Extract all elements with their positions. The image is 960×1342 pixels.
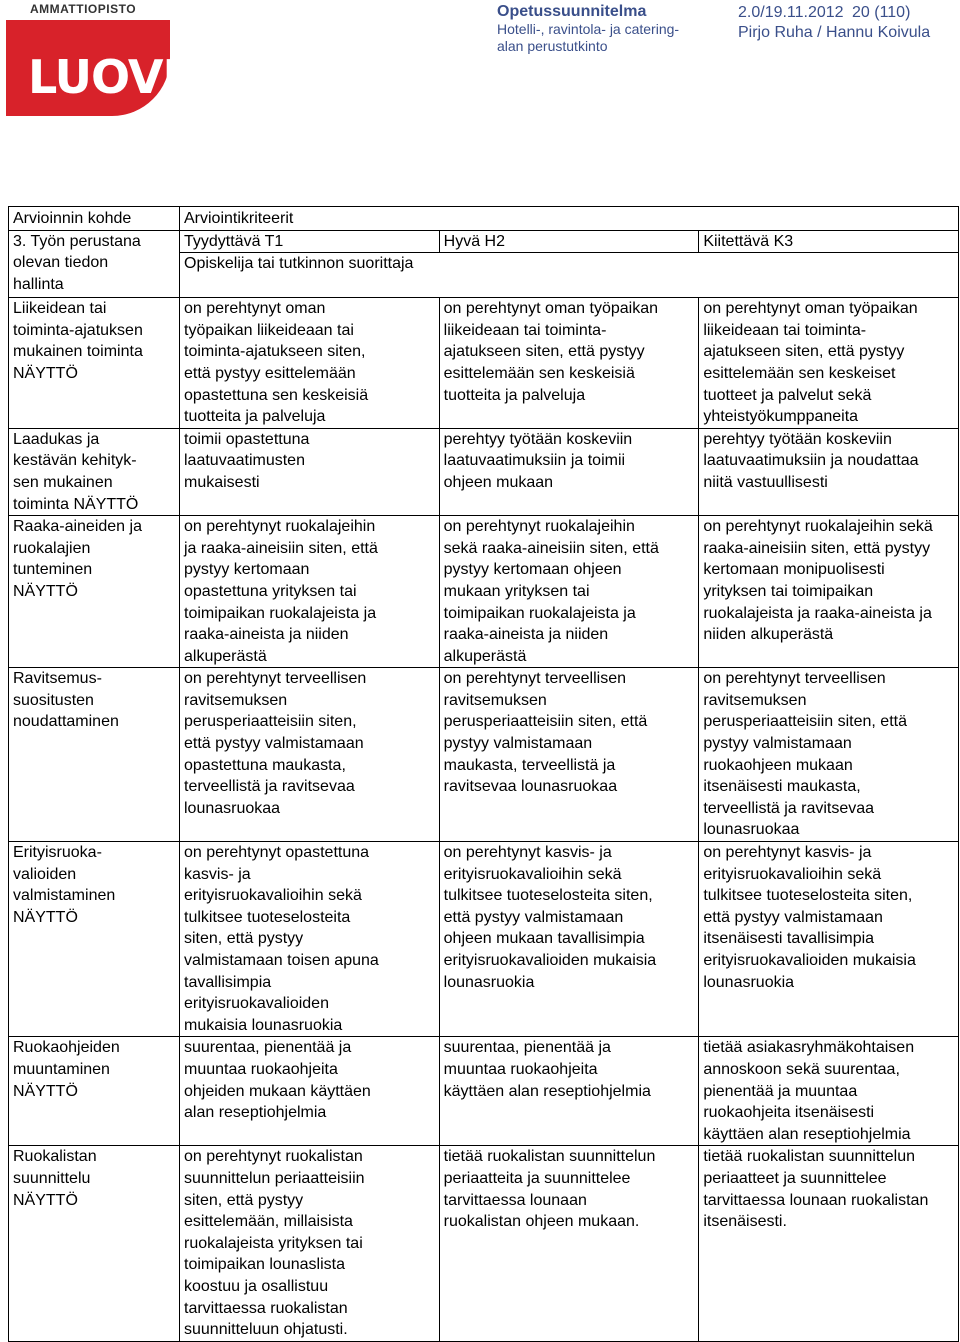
logo-red-badge bbox=[6, 20, 179, 116]
row-t1: on perehtynyt oman työpaikan liikeideaan tai toiminta-ajatukseen siten, että pystyy esittelemään opastettuna sen keskeisiä tuotteita ja palveluja bbox=[180, 298, 440, 429]
document-title: Opetussuunnitelma bbox=[497, 3, 647, 20]
col-head-criteria: Arviointikriteerit bbox=[180, 207, 959, 231]
row-h2: on perehtynyt ruokalajeihin sekä raaka-aineisiin siten, että pystyy kertomaan ohjeen mukaan yrityksen tai toimipaikan ruokalajeista ja raaka-aineista ja niiden alkuperästä bbox=[439, 516, 699, 668]
row-target: Ruokaohjeiden muuntaminen NÄYTTÖ bbox=[9, 1037, 180, 1146]
row-target: Liikeidean tai toiminta-ajatuksen mukainen toiminta NÄYTTÖ bbox=[9, 298, 180, 429]
document-subtitle: Hotelli-, ravintola- ja catering- alan perustutkinto bbox=[497, 21, 680, 54]
col-head-target: Arvioinnin kohde bbox=[9, 207, 180, 231]
row-h2: on perehtynyt terveellisen ravitsemuksen perusperiaatteisiin siten, että pystyy valmistamaan maukasta, terveellistä ja ravitsevaa lounasruokaa bbox=[439, 668, 699, 842]
logo-brand-text: LUOVI bbox=[28, 50, 179, 104]
row-h2: on perehtynyt oman työpaikan liikeideaan tai toiminta- ajatukseen siten, että pystyy esittelemään sen keskeisiä tuotteita ja palveluja bbox=[439, 298, 699, 429]
logo-org-text: AMMATTIOPISTO bbox=[30, 2, 137, 16]
row-k3: on perehtynyt kasvis- ja erityisruokavalioihin sekä tulkitsee tuoteselosteita siten, että pystyy valmistamaan itsenäisesti tavallisimpia erityisruokavalioiden mukaisia lounasruokia bbox=[699, 842, 959, 1037]
row-target: Laadukas ja kestävän kehityk- sen mukainen toiminta NÄYTTÖ bbox=[9, 428, 180, 515]
row-k3: perehtyy työtään koskeviin laatuvaatimuksiin ja noudattaa niitä vastuullisesti bbox=[699, 428, 959, 515]
row-t1: on perehtynyt opastettuna kasvis- ja erityisruokavalioihin sekä tulkitsee tuoteselosteita siten, että pystyy valmistamaan toisen apuna tavallisimpia erityisruokavalioiden mukaisia lounasruokia bbox=[180, 842, 440, 1037]
row-h2: tietää ruokalistan suunnittelun periaatteita ja suunnittelee tarvittaessa lounaan ruokalistan ohjeen mukaan. bbox=[439, 1146, 699, 1341]
document-header-right bbox=[738, 3, 958, 43]
row-k3: on perehtynyt terveellisen ravitsemuksen perusperiaatteisiin siten, että pystyy valmistamaan ruokaohjeen mukaan itsenäisesti maukasta, terveellistä ja ravitsevaa lounasruokaa bbox=[699, 668, 959, 842]
table-row bbox=[9, 842, 959, 1037]
row-k3: on perehtynyt oman työpaikan liikeideaan tai toiminta- ajatukseen siten, että pystyy esittelemään sen keskeiset tuotteet ja palvelut sekä yhteistyökumppaneita bbox=[699, 298, 959, 429]
row-target: Ravitsemus- suositusten noudattaminen bbox=[9, 668, 180, 842]
row-t1: on perehtynyt ruokalajeihin ja raaka-aineisiin siten, että pystyy kertomaan opastettuna yrityksen tai toimipaikan ruokalajeista ja raaka-aineista ja niiden alkuperästä bbox=[180, 516, 440, 668]
section-row bbox=[9, 230, 959, 253]
row-t1: suurentaa, pienentää ja muuntaa ruokaohjeita ohjeiden mukaan käyttäen alan reseptiohjelmia bbox=[180, 1037, 440, 1146]
row-target: Ruokalistan suunnittelu NÄYTTÖ bbox=[9, 1146, 180, 1341]
grade-t1: Tyydyttävä T1 bbox=[180, 230, 440, 253]
assessment-criteria-table bbox=[8, 206, 959, 1342]
page-number: 20 (110) bbox=[852, 4, 911, 21]
row-h2: suurentaa, pienentää ja muuntaa ruokaohjeita käyttäen alan reseptiohjelmia bbox=[439, 1037, 699, 1146]
row-h2: perehtyy työtään koskeviin laatuvaatimuksiin ja toimii ohjeen mukaan bbox=[439, 428, 699, 515]
row-k3: tietää ruokalistan suunnittelun periaatteet ja suunnittelee tarvittaessa lounaan ruokalistan itsenäisesti. bbox=[699, 1146, 959, 1341]
row-t1: toimii opastettuna laatuvaatimusten mukaisesti bbox=[180, 428, 440, 515]
grade-h2: Hyvä H2 bbox=[439, 230, 699, 253]
document-version: 2.0/19.11.2012 bbox=[738, 4, 844, 21]
table-header-row bbox=[9, 207, 959, 231]
grade-k3: Kiitettävä K3 bbox=[699, 230, 959, 253]
row-t1: on perehtynyt ruokalistan suunnittelun periaatteisiin siten, että pystyy esittelemään, millaisista ruokalajeista yrityksen tai toimipaikan lounaslista koostuu ja osallistuu tarvittaessa ruokalistan suunnitteluun ohjatusti. bbox=[180, 1146, 440, 1341]
luovi-logo bbox=[0, 0, 179, 118]
row-target: Raaka-aineiden ja ruokalajien tunteminen NÄYTTÖ bbox=[9, 516, 180, 668]
document-header-left bbox=[497, 3, 717, 55]
table-row bbox=[9, 1146, 959, 1341]
section-title: 3. Työn perustana olevan tiedon hallinta bbox=[9, 230, 180, 298]
row-h2: on perehtynyt kasvis- ja erityisruokavalioihin sekä tulkitsee tuoteselosteita siten, että pystyy valmistamaan ohjeen mukaan tavallisimpia erityisruokavalioiden mukaisia lounasruokia bbox=[439, 842, 699, 1037]
row-k3: on perehtynyt ruokalajeihin sekä raaka-aineisiin siten, että pystyy kertomaan monipuolisesti yrityksen tai toimipaikan ruokalajeista ja raaka-aineista ja niiden alkuperästä bbox=[699, 516, 959, 668]
table-row bbox=[9, 428, 959, 515]
subject-label: Opiskelija tai tutkinnon suorittaja bbox=[180, 253, 959, 298]
document-authors: Pirjo Ruha / Hannu Koivula bbox=[738, 24, 931, 41]
row-k3: tietää asiakasryhmäkohtaisen annoskoon sekä suurentaa, pienentää ja muuntaa ruokaohjeita itsenäisesti käyttäen alan reseptiohjelmia bbox=[699, 1037, 959, 1146]
row-t1: on perehtynyt terveellisen ravitsemuksen perusperiaatteisiin siten, että pystyy valmistamaan opastettuna maukasta, terveellistä ja ravitsevaa lounasruokaa bbox=[180, 668, 440, 842]
table-row bbox=[9, 298, 959, 429]
table-row bbox=[9, 668, 959, 842]
row-target: Erityisruoka- valioiden valmistaminen NÄYTTÖ bbox=[9, 842, 180, 1037]
table-row bbox=[9, 516, 959, 668]
table-row bbox=[9, 1037, 959, 1146]
